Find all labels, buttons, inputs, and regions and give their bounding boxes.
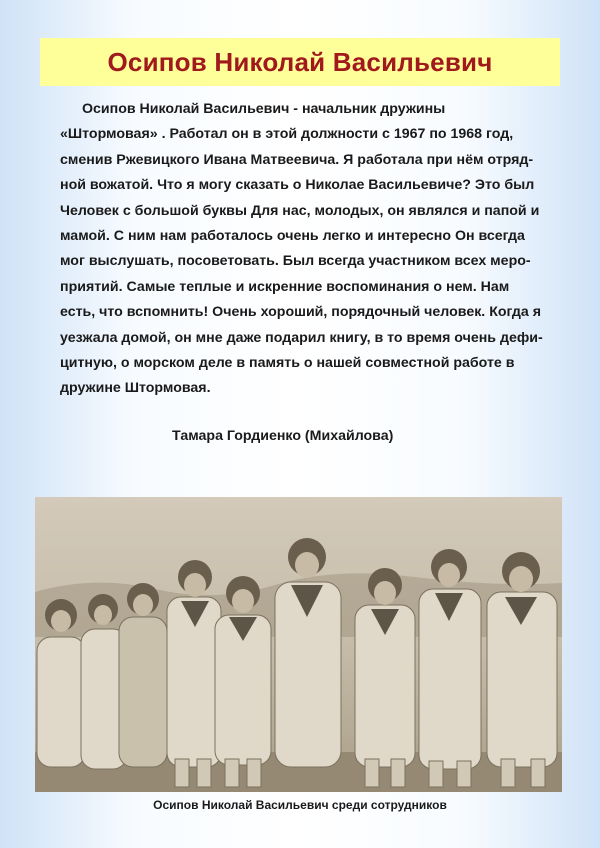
group-photo	[35, 497, 562, 792]
photo-caption: Осипов Николай Васильевич среди сотрудников	[153, 798, 447, 812]
paragraph-line: дружине Штормовая.	[60, 380, 211, 397]
author-signature: Тамара Гордиенко (Михайлова)	[172, 428, 394, 444]
group-photo-illustration	[35, 497, 562, 792]
paragraph-line: ной вожатой. Что я могу сказать о Николае Васильевиче? Это был	[60, 177, 535, 194]
paragraph-line: мог выслушать, посоветовать. Был всегда участником всех меро-	[60, 253, 531, 270]
title-banner	[40, 38, 560, 86]
paragraph-line: мамой. С ним нам работалось очень легко и интересно Он всегда	[60, 228, 525, 245]
paragraph-line: Осипов Николай Васильевич - начальник дружины	[82, 101, 446, 117]
paragraph-line: уезжала домой, он мне даже подарил книгу, в то время очень дефи-	[60, 329, 543, 346]
paragraph-line: приятий. Самые теплые и искренние воспоминания о нем. Нам	[60, 278, 510, 295]
paragraph-line: «Штормовая» . Работал он в этой должности с 1967 по 1968 год,	[60, 126, 514, 143]
paragraph-line: сменив Ржевицкого Ивана Матвеевича. Я работала при нём отряд-	[60, 151, 534, 168]
paragraph-line: есть, что вспомнить! Очень хороший, порядочный человек. Когда я	[60, 304, 542, 321]
paragraph-line: цитную, о морском деле в память о нашей совместной работе в	[60, 355, 515, 372]
paragraph-line: Человек с большой буквы Для нас, молодых, он являлся и папой и	[60, 202, 540, 219]
memoir-paragraph	[60, 97, 550, 402]
page-title: Осипов Николай Васильевич	[107, 46, 493, 77]
